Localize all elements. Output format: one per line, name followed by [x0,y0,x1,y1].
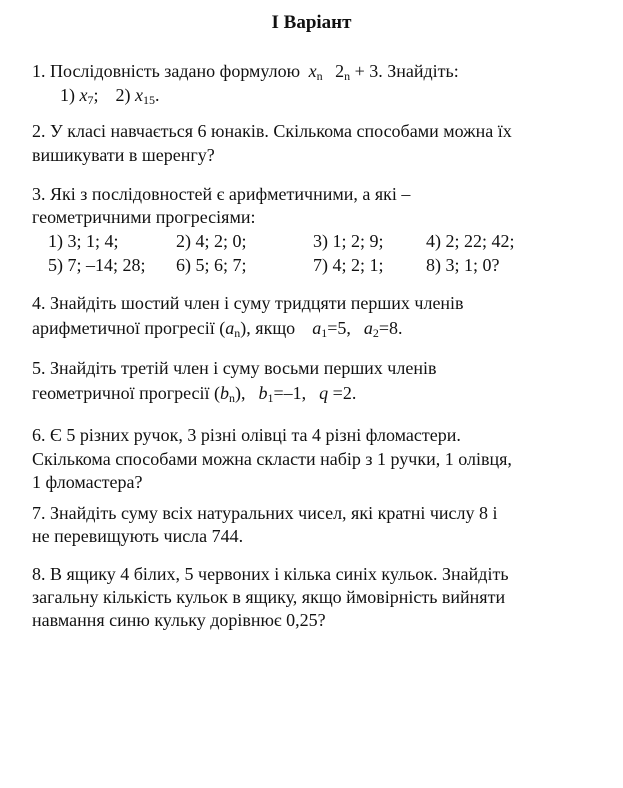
problem-6-line-3: 1 фломастера? [32,472,143,492]
p5-q: q [319,383,329,403]
option-3: 3) 1; 2; 9; [313,231,384,251]
item-b-end: . [155,85,160,105]
p4-a2: a [363,318,373,338]
p4-a1: a [312,318,322,338]
p5-b-sub: n [229,391,236,405]
formula-x: x [308,61,317,81]
problem-3-line-1: 3. Які з послідовностей є арифметичними, а які – [32,184,411,204]
problem-8-line-1: 8. В ящику 4 білих, 5 червоних і кілька синіх кульок. Знайдіть [32,564,509,584]
option-4: 4) 2; 22; 42; [426,231,515,251]
problem-8-line-2: загальну кількість кульок в ящику, якщо ймовірність вийняти [32,587,506,607]
formula-two-sub: n [344,69,351,83]
formula-tail: + 3. Знайдіть: [350,61,459,81]
item-a-x: x [79,85,88,105]
item-a-sub: 7 [87,93,94,107]
option-1: 1) 3; 1; 4; [48,231,119,251]
p4-v2: =8. [378,318,403,338]
p5-v2: =2. [328,383,357,403]
formula-two: 2 [335,61,345,81]
problem-6-line-2: Скількома способами можна скласти набір з 1 ручки, 1 олівця, [32,449,512,469]
p4-a1-sub: 1 [321,326,328,340]
problem-2-line-2: вишикувати в шеренгу? [32,145,215,165]
option-2: 2) 4; 2; 0; [176,231,247,251]
problem-5-line-2 [32,382,356,404]
p5-b1-sub: 1 [267,391,274,405]
p4-text-a: арифметичної прогресії ( [32,318,226,338]
problem-7-line-1: 7. Знайдіть суму всіх натуральних чисел, які кратні числу 8 і [32,503,498,523]
option-7: 7) 4; 2; 1; [313,255,384,275]
formula-x-sub: n [316,69,323,83]
problem-1-line-1 [32,60,459,82]
option-5: 5) 7; –14; 28; [48,255,146,275]
item-a-label: 1) [60,85,75,105]
p4-v1: =5, [327,318,351,338]
page-title: I Варіант [271,12,352,33]
p4-a2-sub: 2 [372,326,379,340]
option-8: 8) 3; 1; 0? [426,255,500,275]
p5-text-b: ), [235,383,246,403]
problem-1-line-2 [60,84,160,106]
item-a-sep: ; [93,85,99,105]
problem-4-line-1: 4. Знайдіть шостий член і суму тридцяти перших членів [32,293,464,313]
p5-v1: =–1, [273,383,307,403]
problem-2-line-1: 2. У класі навчається 6 юнаків. Скількома способами можна їх [32,121,512,141]
p5-b: b [220,383,230,403]
problem-1-text: 1. Послідовність задано формулою [32,61,301,81]
p5-b1: b [258,383,268,403]
item-b-x: x [135,85,144,105]
problem-5-line-1: 5. Знайдіть третій член і суму восьми перших членів [32,358,437,378]
p4-text-b: ), якщо [240,318,296,338]
option-6: 6) 5; 6; 7; [176,255,247,275]
item-b-sub: 15 [143,93,156,107]
item-b-label: 2) [115,85,131,105]
p4-a: a [225,318,235,338]
problem-6-line-1: 6. Є 5 різних ручок, 3 різні олівці та 4 різні фломастери. [32,425,461,445]
p5-text-a: геометричної прогресії ( [32,383,221,403]
problem-7-line-2: не перевищують числа 744. [32,526,244,546]
p4-a-sub: n [234,326,241,340]
problem-3-line-2: геометричними прогресіями: [32,207,256,227]
problem-4-line-2 [32,317,403,339]
problem-8-line-3: навмання синю кульку дорівнює 0,25? [32,610,326,630]
